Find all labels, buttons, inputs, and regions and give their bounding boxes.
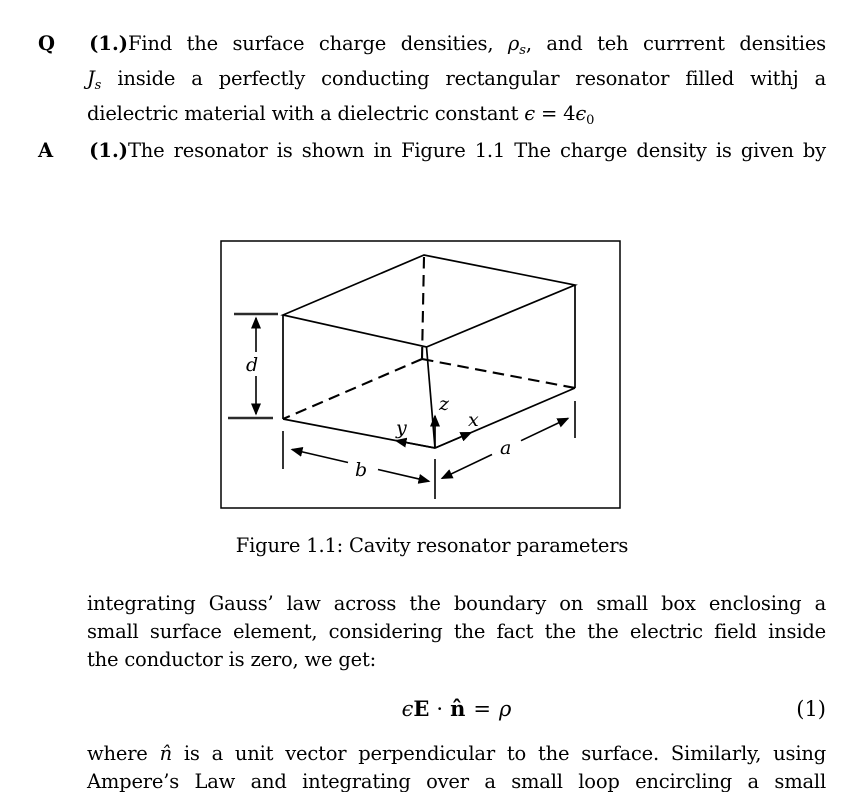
question-text: = 4 [535, 102, 576, 125]
box-bottom-front-edges [283, 388, 575, 448]
epsilon-symbol: ϵ [575, 102, 587, 125]
epsilon-symbol: ϵ [401, 697, 414, 721]
question-block [38, 30, 826, 135]
equation [402, 697, 512, 721]
J-symbol: J [87, 67, 95, 90]
paragraph-line: Ampere’s Law and integrating over a small loop encircling a small [87, 770, 826, 792]
answer-text: The resonator is shown in Figure 1.1 The charge density is given by [128, 139, 826, 162]
question-line-1 [38, 30, 826, 65]
figure-caption: Figure 1.1: Cavity resonator parameters [235, 534, 629, 557]
question-text: Find the surface charge densities, [128, 32, 508, 55]
answer-label: A (1.) [38, 139, 128, 162]
n-hat-symbol: n̂ [159, 742, 172, 765]
answer-block [38, 137, 826, 165]
box-solid-edges [283, 255, 575, 448]
x-axis-arrow [435, 433, 471, 448]
answer-line [38, 137, 826, 165]
paragraph-line [87, 740, 826, 768]
equals-sign: = [473, 697, 491, 721]
figure-panel [220, 240, 622, 510]
rho-symbol: ρ [499, 697, 512, 721]
cavity-resonator-figure [220, 240, 622, 510]
figure-border [221, 241, 620, 508]
dim-label-a: a [500, 437, 512, 459]
equation-number: (1) [796, 697, 826, 721]
box-front-edge [427, 347, 436, 448]
box-hidden-edges [283, 257, 575, 419]
question-text: inside a perfectly conducting rectangular resonator filled withj a [101, 67, 826, 90]
axis-label-y: y [396, 417, 407, 439]
axis-label-x: x [468, 409, 479, 431]
question-line-3 [87, 100, 826, 135]
hidden-back-edge [422, 257, 424, 359]
rho-symbol: ρ [507, 32, 520, 55]
paragraph-where [87, 740, 826, 792]
dim-label-d: d [246, 354, 258, 376]
paragraph-line: the conductor is zero, we get: [87, 648, 376, 671]
dim-label-b: b [355, 459, 367, 481]
question-text: , and teh currrent densities [525, 32, 826, 55]
hidden-bottom-left-edge [283, 359, 422, 419]
paragraph-gauss [87, 590, 826, 674]
epsilon-symbol: ϵ [524, 102, 536, 125]
n-hat-symbol: n̂ [450, 696, 466, 721]
y-axis-arrow [396, 441, 435, 448]
question-label: Q (1.) [38, 32, 128, 55]
equation-row [87, 694, 826, 724]
paragraph-line: small surface element, considering the fact the the electric field inside [87, 620, 826, 643]
question-text: dielectric material with a dielectric constant [87, 102, 525, 125]
axis-label-z: z [439, 393, 449, 415]
box-top-face [283, 255, 575, 347]
dot-operator: · [436, 697, 444, 721]
epsilon-subscript: 0 [586, 113, 595, 128]
paragraph-line: integrating Gauss’ law across the boundary on small box enclosing a [87, 592, 826, 615]
dimension-extension-lines [283, 401, 575, 499]
rho-subscript: s [519, 43, 526, 58]
J-subscript: s [94, 78, 102, 93]
paragraph-text: is a unit vector perpendicular to the surface. Similarly, using [171, 742, 826, 765]
paragraph-text: where [87, 742, 160, 765]
E-field-symbol: E [413, 696, 430, 721]
question-line-2 [87, 65, 826, 100]
hidden-bottom-right-edge [422, 359, 575, 388]
